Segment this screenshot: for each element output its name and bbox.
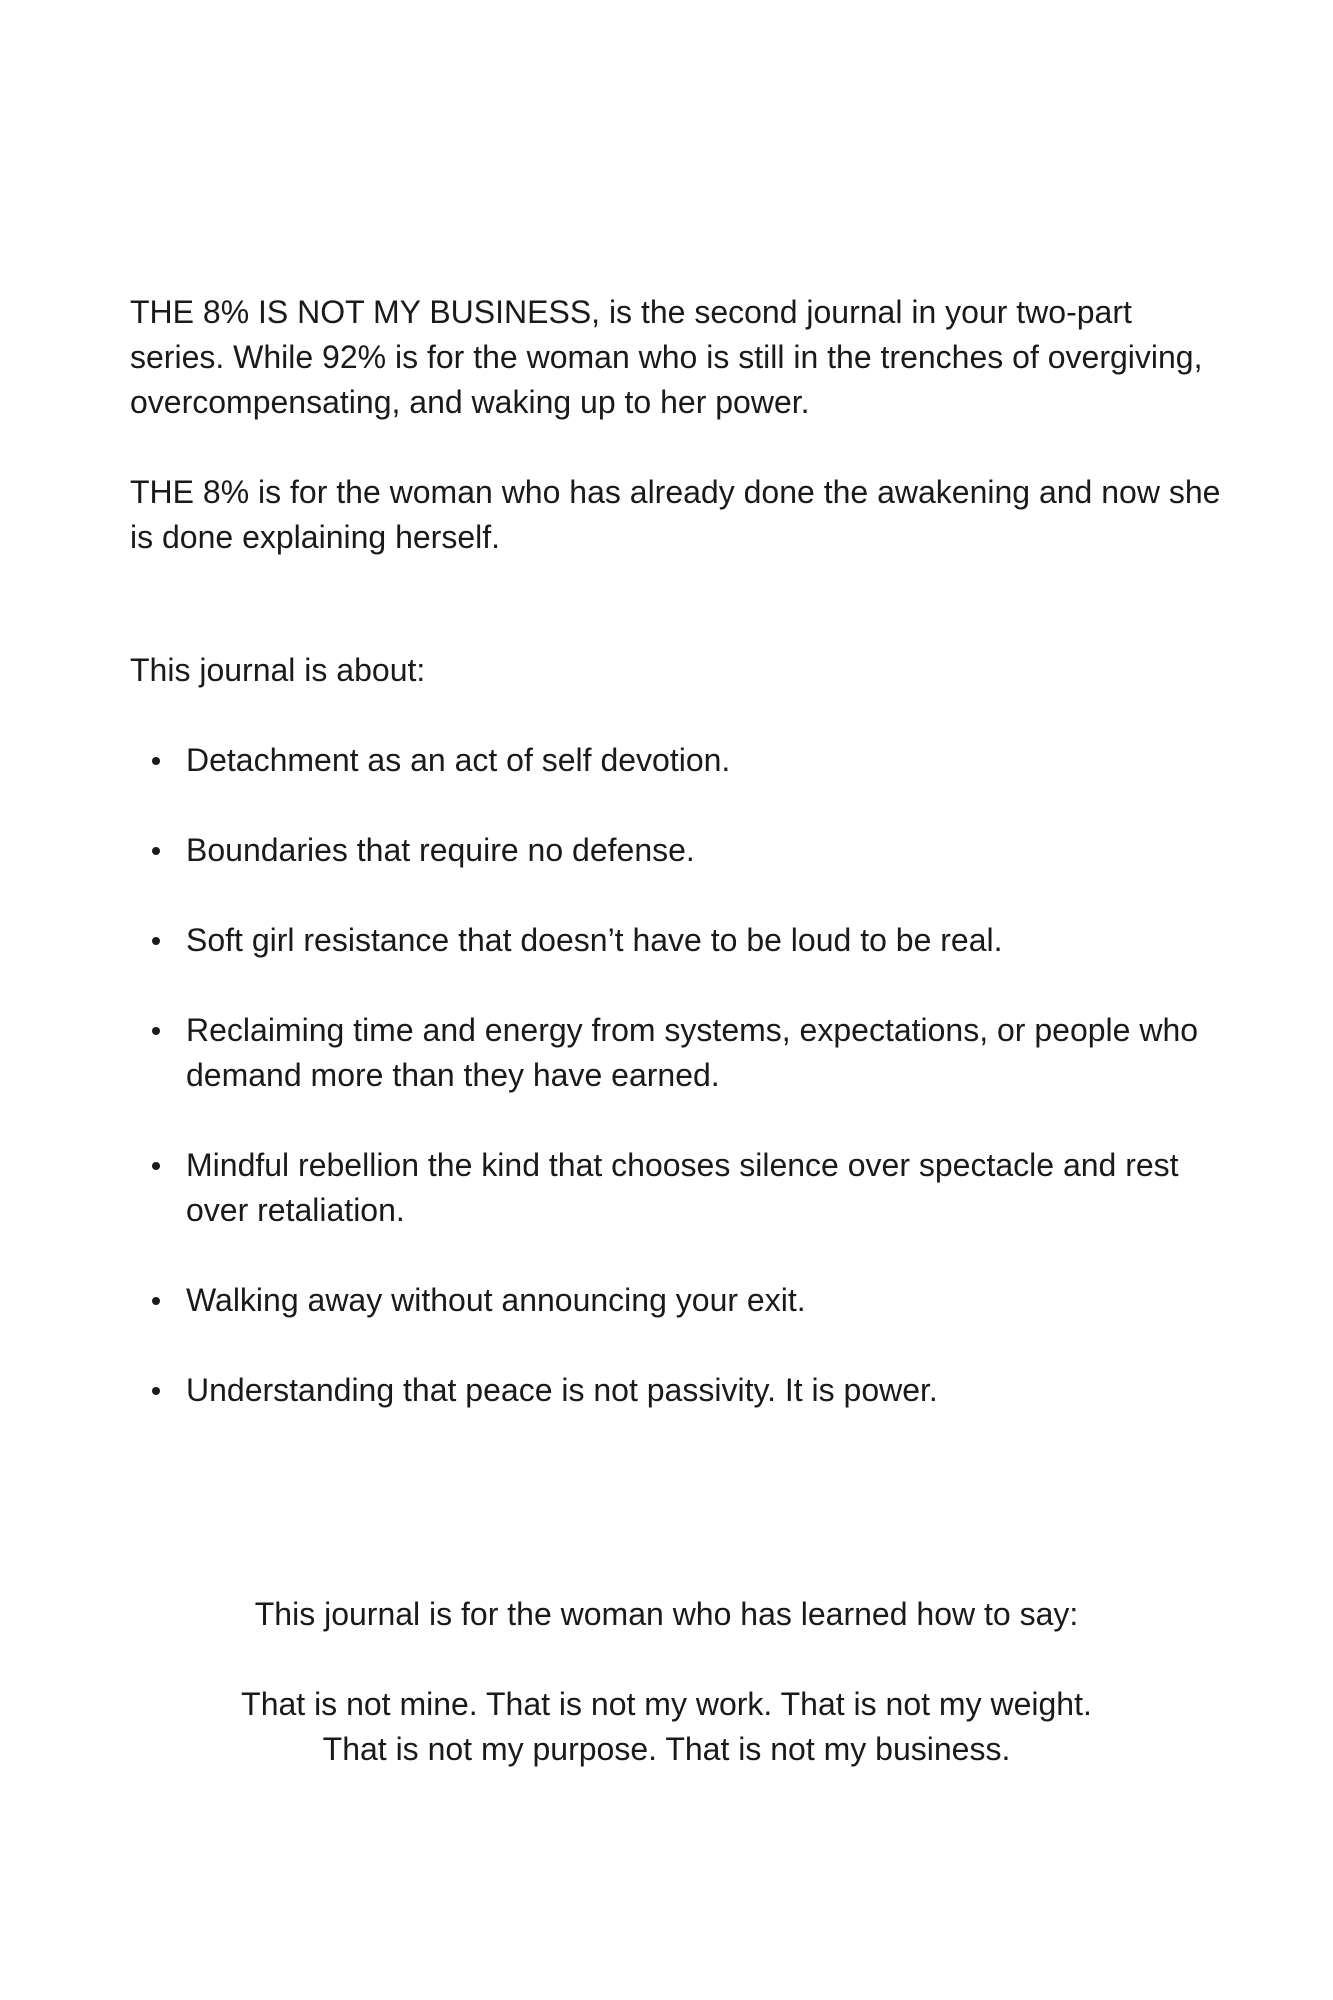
closing-lead: This journal is for the woman who has learned how to say: [254,1596,1079,1632]
closing-line-2: That is not my purpose. That is not my business. [322,1731,1011,1767]
intro-section [130,290,1230,560]
closing-line-1: That is not mine. That is not my work. That is not my weight. [241,1686,1092,1722]
list-item: Walking away without announcing your exit. [130,1278,1230,1323]
list-item: Reclaiming time and energy from systems, expectations, or people who demand more than they have earned. [130,1008,1230,1098]
intro-paragraph-awakening: THE 8% is for the woman who has already done the awakening and now she is done explaining herself. [130,474,1221,555]
list-item: Understanding that peace is not passivity. It is power. [130,1368,1230,1413]
about-bullet-list [130,738,1230,1458]
about-heading: This journal is about: [130,652,426,688]
list-item: Detachment as an act of self devotion. [130,738,1230,783]
closing-section [0,1592,1333,1772]
list-item: Mindful rebellion the kind that chooses silence over spectacle and rest over retaliation. [130,1143,1230,1233]
intro-paragraph-series: THE 8% IS NOT MY BUSINESS, is the second journal in your two-part series. While 92% is for the woman who is still in the trenches of overgiving, overcompensating, and waking up to her power. [130,294,1203,420]
list-item: Soft girl resistance that doesn’t have to be loud to be real. [130,918,1230,963]
list-item: Boundaries that require no defense. [130,828,1230,873]
